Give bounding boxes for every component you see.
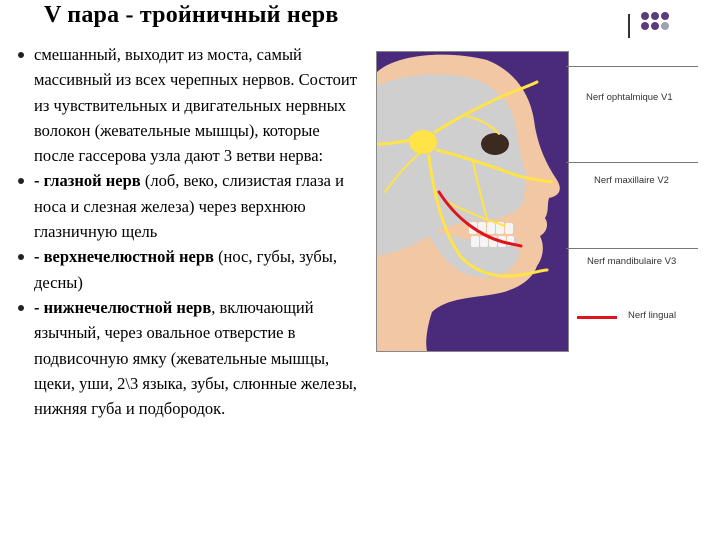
eye-socket [481,133,509,155]
decor-dot [661,12,669,20]
label-mandibular-v3: Nerf mandibulaire V3 [587,256,677,267]
bullet-item [18,168,363,244]
bullet-text: , включающий язычный, через овальное отверстие в подвисочную ямку (жевательные мышцы, щеки, уши, 2\3 языка, зубы, слюнные железы, нижняя губа и подбородок. [34,297,357,419]
label-ophthalmic-v1: Nerf ophtalmique V1 [586,92,673,103]
bullet-text: (лоб, веко, слизистая глаза и носа и слезная железа) через верхнюю глазничную щель [34,171,344,242]
label-lingual: Nerf lingual [628,310,677,321]
bullet-marker [18,254,24,260]
slide-title: V пара - тройничный нерв [44,2,339,28]
bullet-marker [18,178,24,184]
bullet-marker [18,305,24,311]
bullet-list [18,42,363,421]
decor-dot [641,22,649,30]
bullet-text: смешанный, выходит из моста, самый массивный из всех черепных нервов. Состоит из чувствительных и двигательных нервных волокон (жевательные мышцы), которые после гассерова узла дают 3 ветви нерва: [34,45,357,166]
corner-divider [628,14,630,38]
bullet-marker [18,52,24,58]
leader-line-v2 [566,162,698,163]
label-maxillary-v2: Nerf maxillaire V2 [594,175,669,186]
bullet-item [18,244,363,295]
decor-dot [661,22,669,30]
head-anatomy-svg [377,52,568,351]
leader-line-v1 [566,66,698,67]
decor-dot [641,12,649,20]
bullet-item [18,42,363,168]
gasserian-ganglion [409,130,437,154]
trigeminal-nerve-illustration [376,51,569,352]
decor-dot [651,12,659,20]
bullet-item [18,295,363,421]
leader-line-v3 [566,248,698,249]
bullet-term: - верхнечелюстной нерв [34,247,214,267]
bullet-term: - нижнечелюстной нерв [34,297,212,317]
decor-dot [651,22,659,30]
lingual-legend-swatch [577,316,617,319]
bullet-text: (нос, губы, зубы, десны) [34,247,337,292]
bullet-term: - глазной нерв [34,171,141,191]
